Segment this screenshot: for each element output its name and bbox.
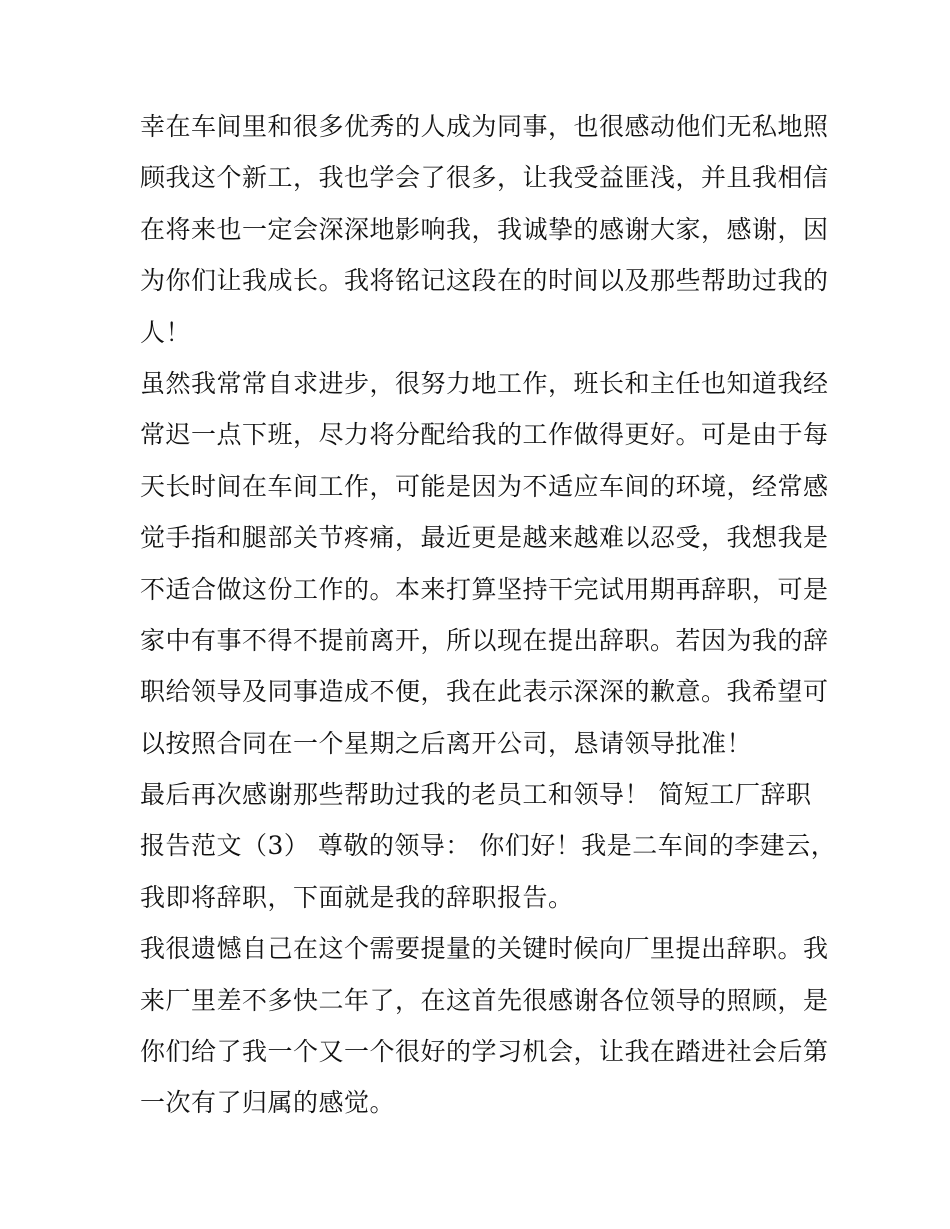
text-line: 天长时间在车间工作，可能是因为不适应车间的环境，经常感 — [140, 471, 829, 501]
text-line: 我很遗憾自己在这个需要提量的关键时候向厂里提出辞职。我 — [140, 934, 829, 964]
text-line: 你们给了我一个又一个很好的学习机会，让我在踏进社会后第 — [140, 1037, 829, 1067]
text-line: 幸在车间里和很多优秀的人成为同事，也很感动他们无私地照 — [140, 112, 829, 141]
text-line: 来厂里差不多快二年了，在这首先很感谢各位领导的照顾，是 — [140, 985, 829, 1015]
text-line: 常迟一点下班，尽力将分配给我的工作做得更好。可是由于每 — [140, 420, 829, 450]
text-line: 以按照合同在一个星期之后离开公司，恳请领导批准！ — [140, 728, 753, 758]
text-line: 最后再次感谢那些帮助过我的老员工和领导！ 简短工厂辞职 — [140, 780, 812, 810]
text-line: 人！ — [140, 317, 192, 347]
text-line: 职给领导及同事造成不便，我在此表示深深的歉意。我希望可 — [140, 677, 829, 707]
text-line: 家中有事不得不提前离开，所以现在提出辞职。若因为我的辞 — [140, 625, 829, 655]
document-body — [140, 101, 837, 1129]
text-line: 觉手指和腿部关节疼痛，最近更是越来越难以忍受，我想我是 — [140, 523, 829, 553]
text-line: 顾我这个新工，我也学会了很多，让我受益匪浅，并且我相信 — [140, 163, 829, 193]
text-line: 在将来也一定会深深地影响我，我诚挚的感谢大家，感谢，因 — [140, 214, 829, 244]
text-line: 报告范文（3） 尊敬的领导： 你们好！我是二车间的李建云， — [140, 831, 837, 861]
text-line: 虽然我常常自求进步，很努力地工作，班长和主任也知道我经 — [140, 368, 829, 398]
text-line: 为你们让我成长。我将铭记这段在的时间以及那些帮助过我的 — [140, 266, 829, 296]
text-line: 一次有了归属的感觉。 — [140, 1088, 396, 1118]
text-line: 不适合做这份工作的。本来打算坚持干完试用期再辞职，可是 — [140, 574, 829, 604]
text-line: 我即将辞职，下面就是我的辞职报告。 — [140, 882, 574, 912]
